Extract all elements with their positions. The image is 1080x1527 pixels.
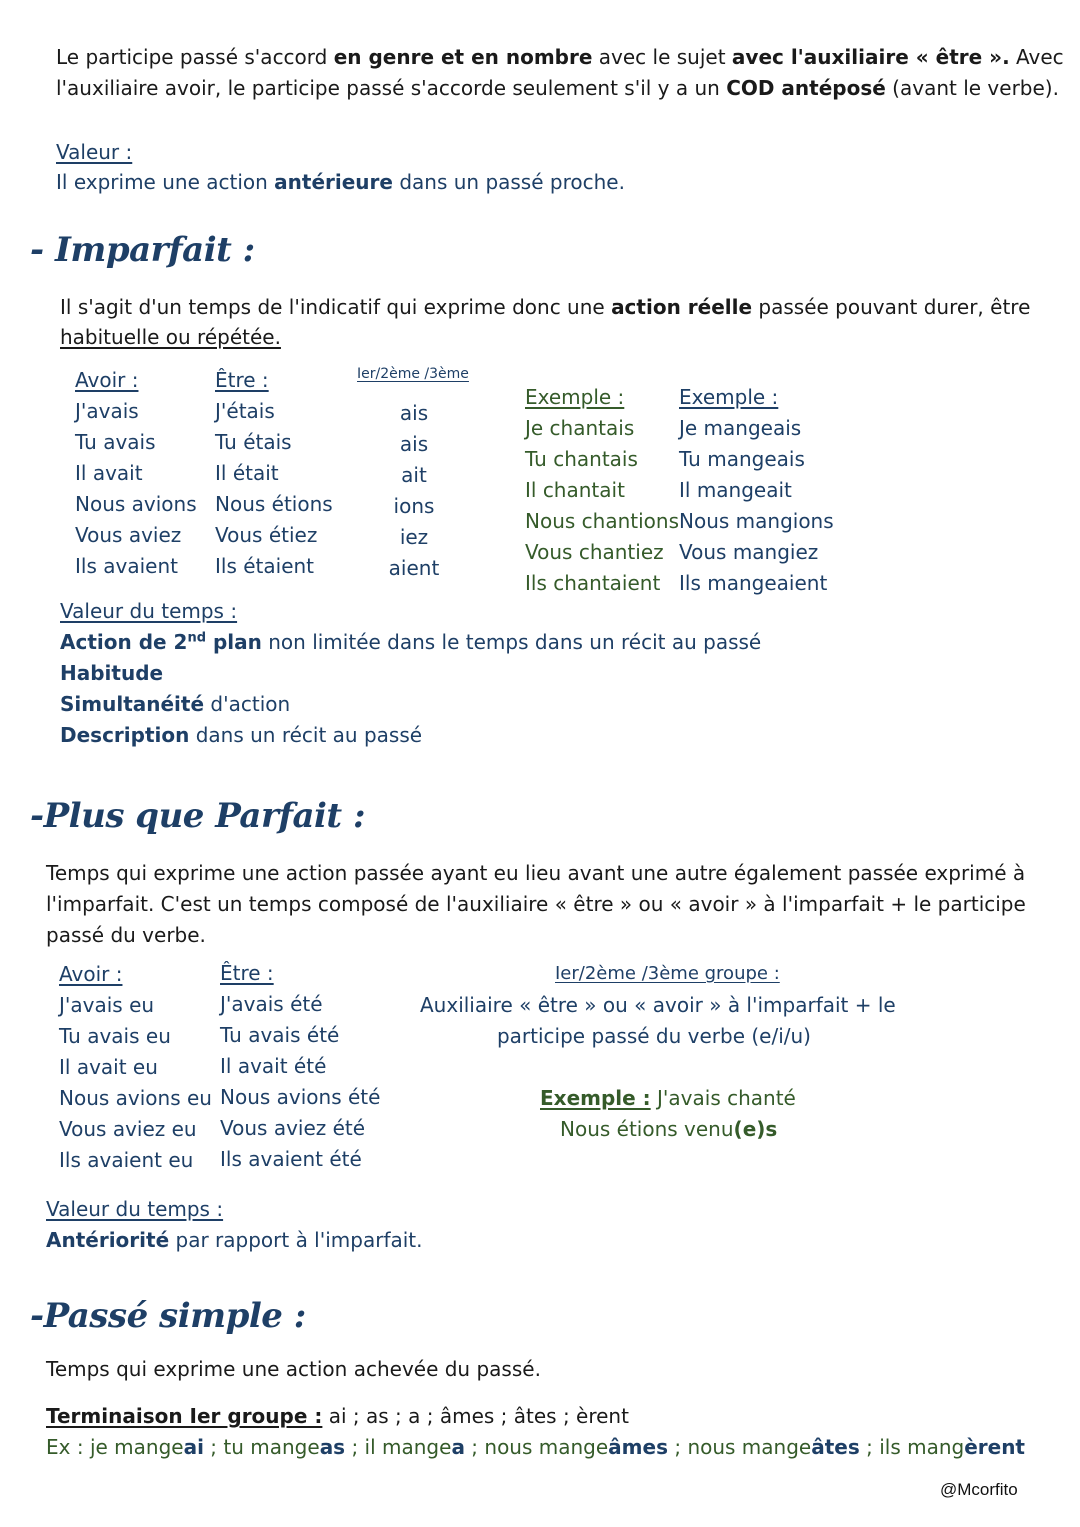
imparfait-valeur-4 bbox=[60, 720, 422, 751]
pqp-example-2 bbox=[560, 1114, 777, 1145]
intro-text: Le participe passé s'accord bbox=[56, 45, 334, 69]
pqp-example-1 bbox=[540, 1083, 796, 1114]
etre-row: J'avais été bbox=[220, 992, 323, 1016]
valeur-text: Il exprime une action bbox=[56, 170, 275, 194]
example-stem: ; nous mange bbox=[667, 1435, 812, 1459]
etre-row: Vous étiez bbox=[215, 523, 318, 547]
valeur-bold: Simultanéité bbox=[60, 692, 205, 716]
etre-row: Tu étais bbox=[215, 430, 292, 454]
example-row: Je mangeais bbox=[679, 416, 802, 440]
terminaison-label: Terminaison Ier groupe : bbox=[46, 1404, 323, 1428]
example-ending: âmes bbox=[608, 1435, 668, 1459]
pqp-avoir-column bbox=[59, 959, 212, 1176]
avoir-header: Avoir : bbox=[75, 368, 139, 392]
passe-simple-desc: Temps qui exprime une action achevée du passé. bbox=[46, 1357, 541, 1381]
intro-line-2 bbox=[56, 73, 1059, 104]
etre-row: Ils étaient bbox=[215, 554, 315, 578]
avoir-row: Tu avais bbox=[75, 430, 156, 454]
pqp-rule-1: Auxiliaire « être » ou « avoir » à l'imparfait + le bbox=[420, 993, 896, 1017]
example-label: Exemple : bbox=[540, 1086, 651, 1110]
avoir-row: J'avais eu bbox=[59, 993, 155, 1017]
passe-simple-title: -Passé simple : bbox=[30, 1296, 306, 1336]
etre-row: Ils avaient été bbox=[220, 1147, 362, 1171]
example-row: Vous chantiez bbox=[525, 540, 664, 564]
valeur-text: par rapport à l'imparfait. bbox=[169, 1228, 423, 1252]
valeur-bold: plan bbox=[206, 630, 262, 654]
valeur-bold: antérieure bbox=[274, 170, 393, 194]
imparfait-desc-1 bbox=[60, 292, 1030, 323]
avoir-row: Nous avions bbox=[75, 492, 197, 516]
etre-header: Être : bbox=[215, 368, 269, 392]
imparfait-groupe-header: Ier/2ème /3ème bbox=[357, 366, 469, 382]
pqp-desc-2: l'imparfait. C'est un temps composé de l'auxiliaire « être » ou « avoir » à l'imparfait + le participe bbox=[46, 892, 1026, 916]
imparfait-valeur-1 bbox=[60, 627, 761, 658]
etre-row: Il avait été bbox=[220, 1054, 327, 1078]
example-row: Nous chantions bbox=[525, 509, 679, 533]
ending: iez bbox=[399, 525, 429, 549]
passe-simple-example bbox=[46, 1432, 1025, 1463]
example-ending: ai bbox=[183, 1435, 204, 1459]
avoir-row: Nous avions eu bbox=[59, 1086, 212, 1110]
pqp-rule-2: participe passé du verbe (e/i/u) bbox=[496, 1024, 811, 1048]
etre-row: Tu avais été bbox=[220, 1023, 340, 1047]
terminaison-values: ai ; as ; a ; âmes ; âtes ; èrent bbox=[322, 1404, 629, 1428]
etre-row: J'étais bbox=[215, 399, 275, 423]
etre-row: Nous étions bbox=[215, 492, 333, 516]
ending: aient bbox=[388, 556, 440, 580]
example-row: Il chantait bbox=[525, 478, 625, 502]
intro-bold: en genre et en nombre bbox=[333, 45, 593, 69]
avoir-row: Ils avaient eu bbox=[59, 1148, 194, 1172]
example-stem: je mange bbox=[89, 1435, 184, 1459]
ending: ais bbox=[399, 401, 429, 425]
imparfait-etre-column bbox=[215, 365, 333, 582]
avoir-row: Vous aviez eu bbox=[59, 1117, 197, 1141]
valeur-sup: nd bbox=[187, 630, 207, 646]
intro-bold: COD antéposé bbox=[726, 76, 886, 100]
example-row: Ils chantaient bbox=[525, 571, 661, 595]
example-ending: as bbox=[319, 1435, 346, 1459]
desc-text: passée pouvant durer, être bbox=[752, 295, 1031, 319]
imparfait-valeur-label: Valeur du temps : bbox=[60, 599, 238, 623]
imparfait-avoir-column bbox=[75, 365, 197, 582]
pqp-valeur-text bbox=[46, 1225, 423, 1256]
intro-text: l'auxiliaire avoir, le participe passé s'accorde seulement s'il y a un bbox=[56, 76, 727, 100]
intro-text: Avec bbox=[1009, 45, 1064, 69]
avoir-row: Tu avais eu bbox=[59, 1024, 171, 1048]
example-row: Tu chantais bbox=[525, 447, 638, 471]
valeur-bold: Description bbox=[60, 723, 190, 747]
etre-row: Il était bbox=[215, 461, 279, 485]
desc-bold: action réelle bbox=[611, 295, 753, 319]
avoir-row: Il avait eu bbox=[59, 1055, 158, 1079]
pqp-valeur-label: Valeur du temps : bbox=[46, 1197, 224, 1221]
example-label: Exemple : bbox=[525, 385, 625, 409]
valeur-bold: Action de 2 bbox=[60, 630, 188, 654]
intro-valeur-label: Valeur : bbox=[56, 140, 133, 164]
pqp-etre-column bbox=[220, 958, 380, 1175]
pqp-desc-3: passé du verbe. bbox=[46, 923, 206, 947]
avoir-row: J'avais bbox=[75, 399, 139, 423]
imparfait-valeur-2: Habitude bbox=[60, 661, 164, 685]
avoir-header: Avoir : bbox=[59, 962, 123, 986]
example-prefix: Ex : bbox=[46, 1435, 90, 1459]
imparfait-valeur-3 bbox=[60, 689, 290, 720]
example-row: Il mangeait bbox=[679, 478, 792, 502]
etre-row: Vous aviez été bbox=[220, 1116, 366, 1140]
valeur-bold: Antériorité bbox=[46, 1228, 170, 1252]
example-stem: ; ils mang bbox=[859, 1435, 965, 1459]
imparfait-desc-2: habituelle ou répétée. bbox=[60, 325, 281, 349]
valeur-text: non limitée dans le temps dans un récit au passé bbox=[261, 630, 762, 654]
imparfait-example-chanter bbox=[525, 382, 679, 599]
imparfait-example-manger bbox=[679, 382, 834, 599]
valeur-text: dans un récit au passé bbox=[189, 723, 423, 747]
ending: ais bbox=[399, 432, 429, 456]
example-ending: èrent bbox=[964, 1435, 1025, 1459]
example-stem: ; il mange bbox=[345, 1435, 452, 1459]
passe-simple-terminaison bbox=[46, 1401, 629, 1432]
example-label: Exemple : bbox=[679, 385, 779, 409]
example-stem: ; tu mange bbox=[203, 1435, 320, 1459]
ending: ait bbox=[401, 463, 427, 487]
valeur-text: dans un passé proche. bbox=[392, 170, 625, 194]
desc-text: Il s'agit d'un temps de l'indicatif qui exprime donc une bbox=[60, 295, 612, 319]
etre-header: Être : bbox=[220, 961, 274, 985]
intro-bold: avec l'auxiliaire « être ». bbox=[731, 45, 1010, 69]
pqp-title: -Plus que Parfait : bbox=[30, 796, 366, 836]
valeur-text: d'action bbox=[204, 692, 291, 716]
example-text: J'avais chanté bbox=[650, 1086, 796, 1110]
example-ending: âtes bbox=[811, 1435, 860, 1459]
avoir-row: Vous aviez bbox=[75, 523, 182, 547]
example-row: Nous mangions bbox=[679, 509, 834, 533]
pqp-desc-1: Temps qui exprime une action passée ayant eu lieu avant une autre également passée exprimé à bbox=[46, 861, 1026, 885]
example-row: Tu mangeais bbox=[679, 447, 805, 471]
example-row: Vous mangiez bbox=[679, 540, 819, 564]
intro-text: (avant le verbe). bbox=[885, 76, 1059, 100]
author-credit: @Mcorfito bbox=[940, 1480, 1018, 1499]
intro-text: avec le sujet bbox=[592, 45, 732, 69]
example-row: Je chantais bbox=[525, 416, 635, 440]
example-bold: (e)s bbox=[733, 1117, 778, 1141]
avoir-row: Il avait bbox=[75, 461, 143, 485]
imparfait-title: - Imparfait : bbox=[30, 230, 255, 270]
pqp-groupe-header: Ier/2ème /3ème groupe : bbox=[555, 963, 780, 984]
example-ending: a bbox=[451, 1435, 465, 1459]
ending: ions bbox=[393, 494, 435, 518]
etre-row: Nous avions été bbox=[220, 1085, 381, 1109]
intro-valeur-text bbox=[56, 167, 625, 198]
avoir-row: Ils avaient bbox=[75, 554, 178, 578]
imparfait-endings-column bbox=[374, 398, 454, 584]
example-stem: ; nous mange bbox=[464, 1435, 609, 1459]
intro-line-1 bbox=[56, 42, 1064, 73]
example-text: Nous étions venu bbox=[560, 1117, 734, 1141]
example-row: Ils mangeaient bbox=[679, 571, 828, 595]
